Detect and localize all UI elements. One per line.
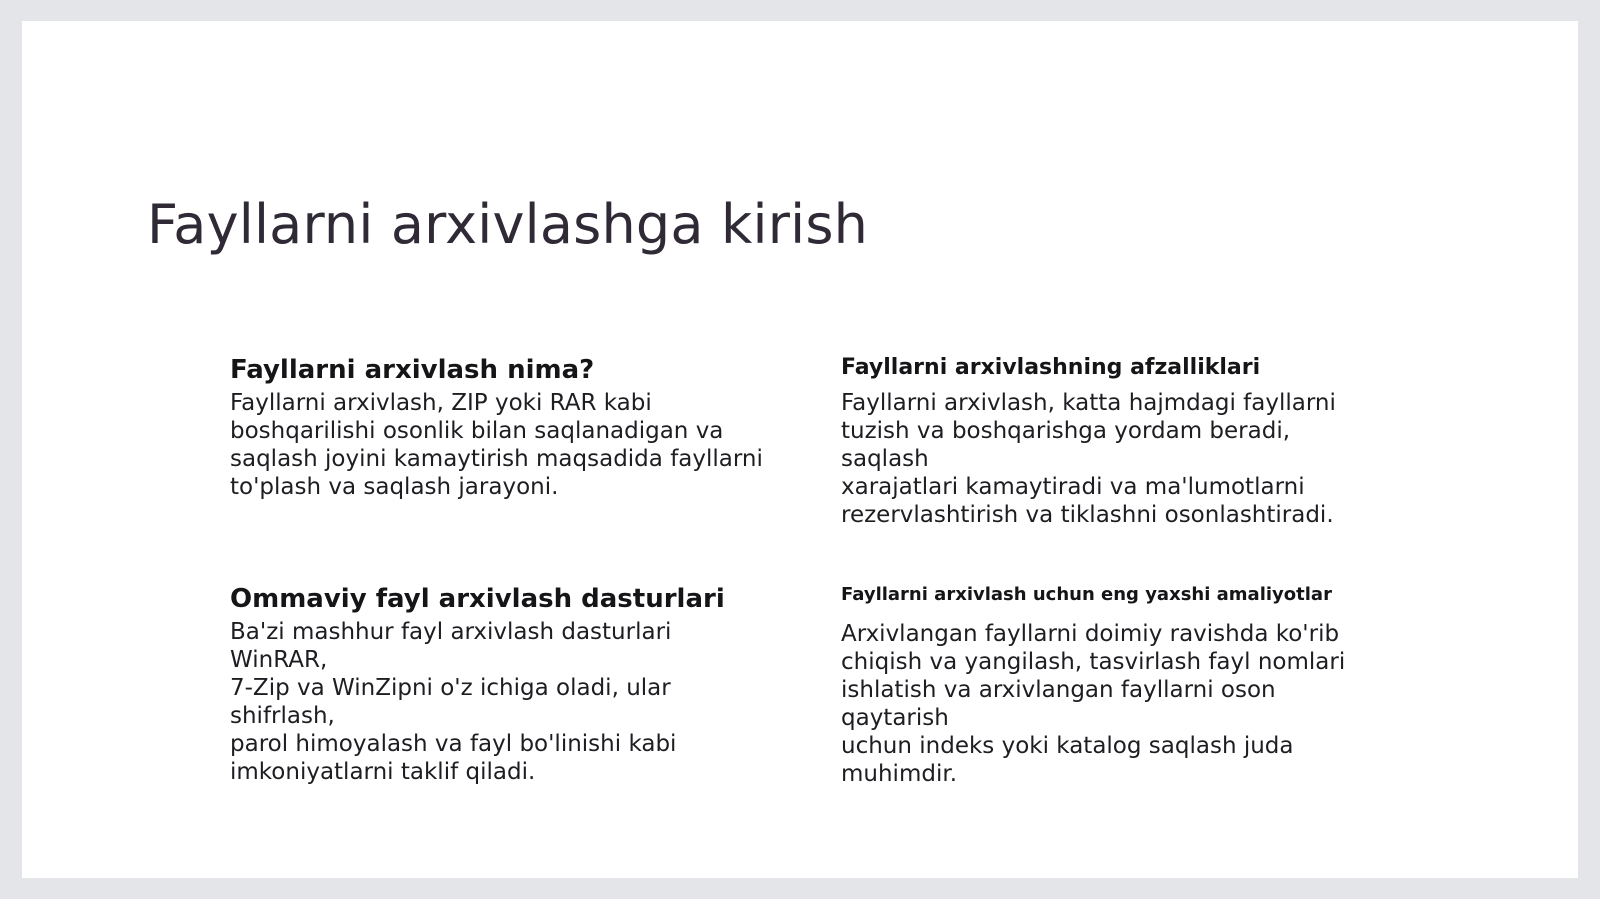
body-line: xarajatlari kamaytiradi va ma'lumotlarni [841,474,1305,500]
section-body [230,618,770,786]
body-line: tuzish va boshqarishga yordam beradi, saqlash [841,418,1291,472]
body-line: uchun indeks yoki katalog saqlash juda [841,733,1294,759]
body-line: saqlash joyini kamaytirish maqsadida fayllarni [230,446,763,472]
body-line: imkoniyatlarni taklif qiladi. [230,759,536,785]
section-heading: Fayllarni arxivlash nima? [230,355,595,385]
body-line: Arxivlangan fayllarni doimiy ravishda ko'rib [841,621,1340,647]
section-popular-software [230,582,770,786]
body-line: Fayllarni arxivlash, katta hajmdagi fayllarni [841,390,1336,416]
body-line: chiqish va yangilash, tasvirlash fayl nomlari [841,649,1346,675]
slide-title: Fayllarni arxivlashga kirish [147,193,869,256]
body-line: Fayllarni arxivlash, ZIP yoki RAR kabi [230,390,652,416]
body-line: Ba'zi mashhur fayl arxivlash dasturlari WinRAR, [230,619,672,673]
section-body [841,389,1381,529]
body-line: muhimdir. [841,761,957,787]
section-body [230,389,770,501]
section-best-practices [841,582,1381,788]
section-heading: Fayllarni arxivlashning afzalliklari [841,355,1261,380]
body-line: parol himoyalash va fayl bo'linishi kabi [230,731,677,757]
section-body [841,620,1381,788]
body-line: boshqarilishi osonlik bilan saqlanadigan va [230,418,724,444]
body-line: 7-Zip va WinZipni o'z ichiga oladi, ular shifrlash, [230,675,671,729]
body-line: rezervlashtirish va tiklashni osonlashtiradi. [841,502,1334,528]
section-heading: Ommaviy fayl arxivlash dasturlari [230,584,725,614]
section-heading: Fayllarni arxivlash uchun eng yaxshi amaliyotlar [841,584,1332,605]
section-what-is-archiving [230,353,770,501]
section-archiving-benefits [841,353,1381,529]
presentation-slide [22,21,1578,878]
body-line: ishlatish va arxivlangan fayllarni oson qaytarish [841,677,1276,731]
body-line: to'plash va saqlash jarayoni. [230,474,559,500]
